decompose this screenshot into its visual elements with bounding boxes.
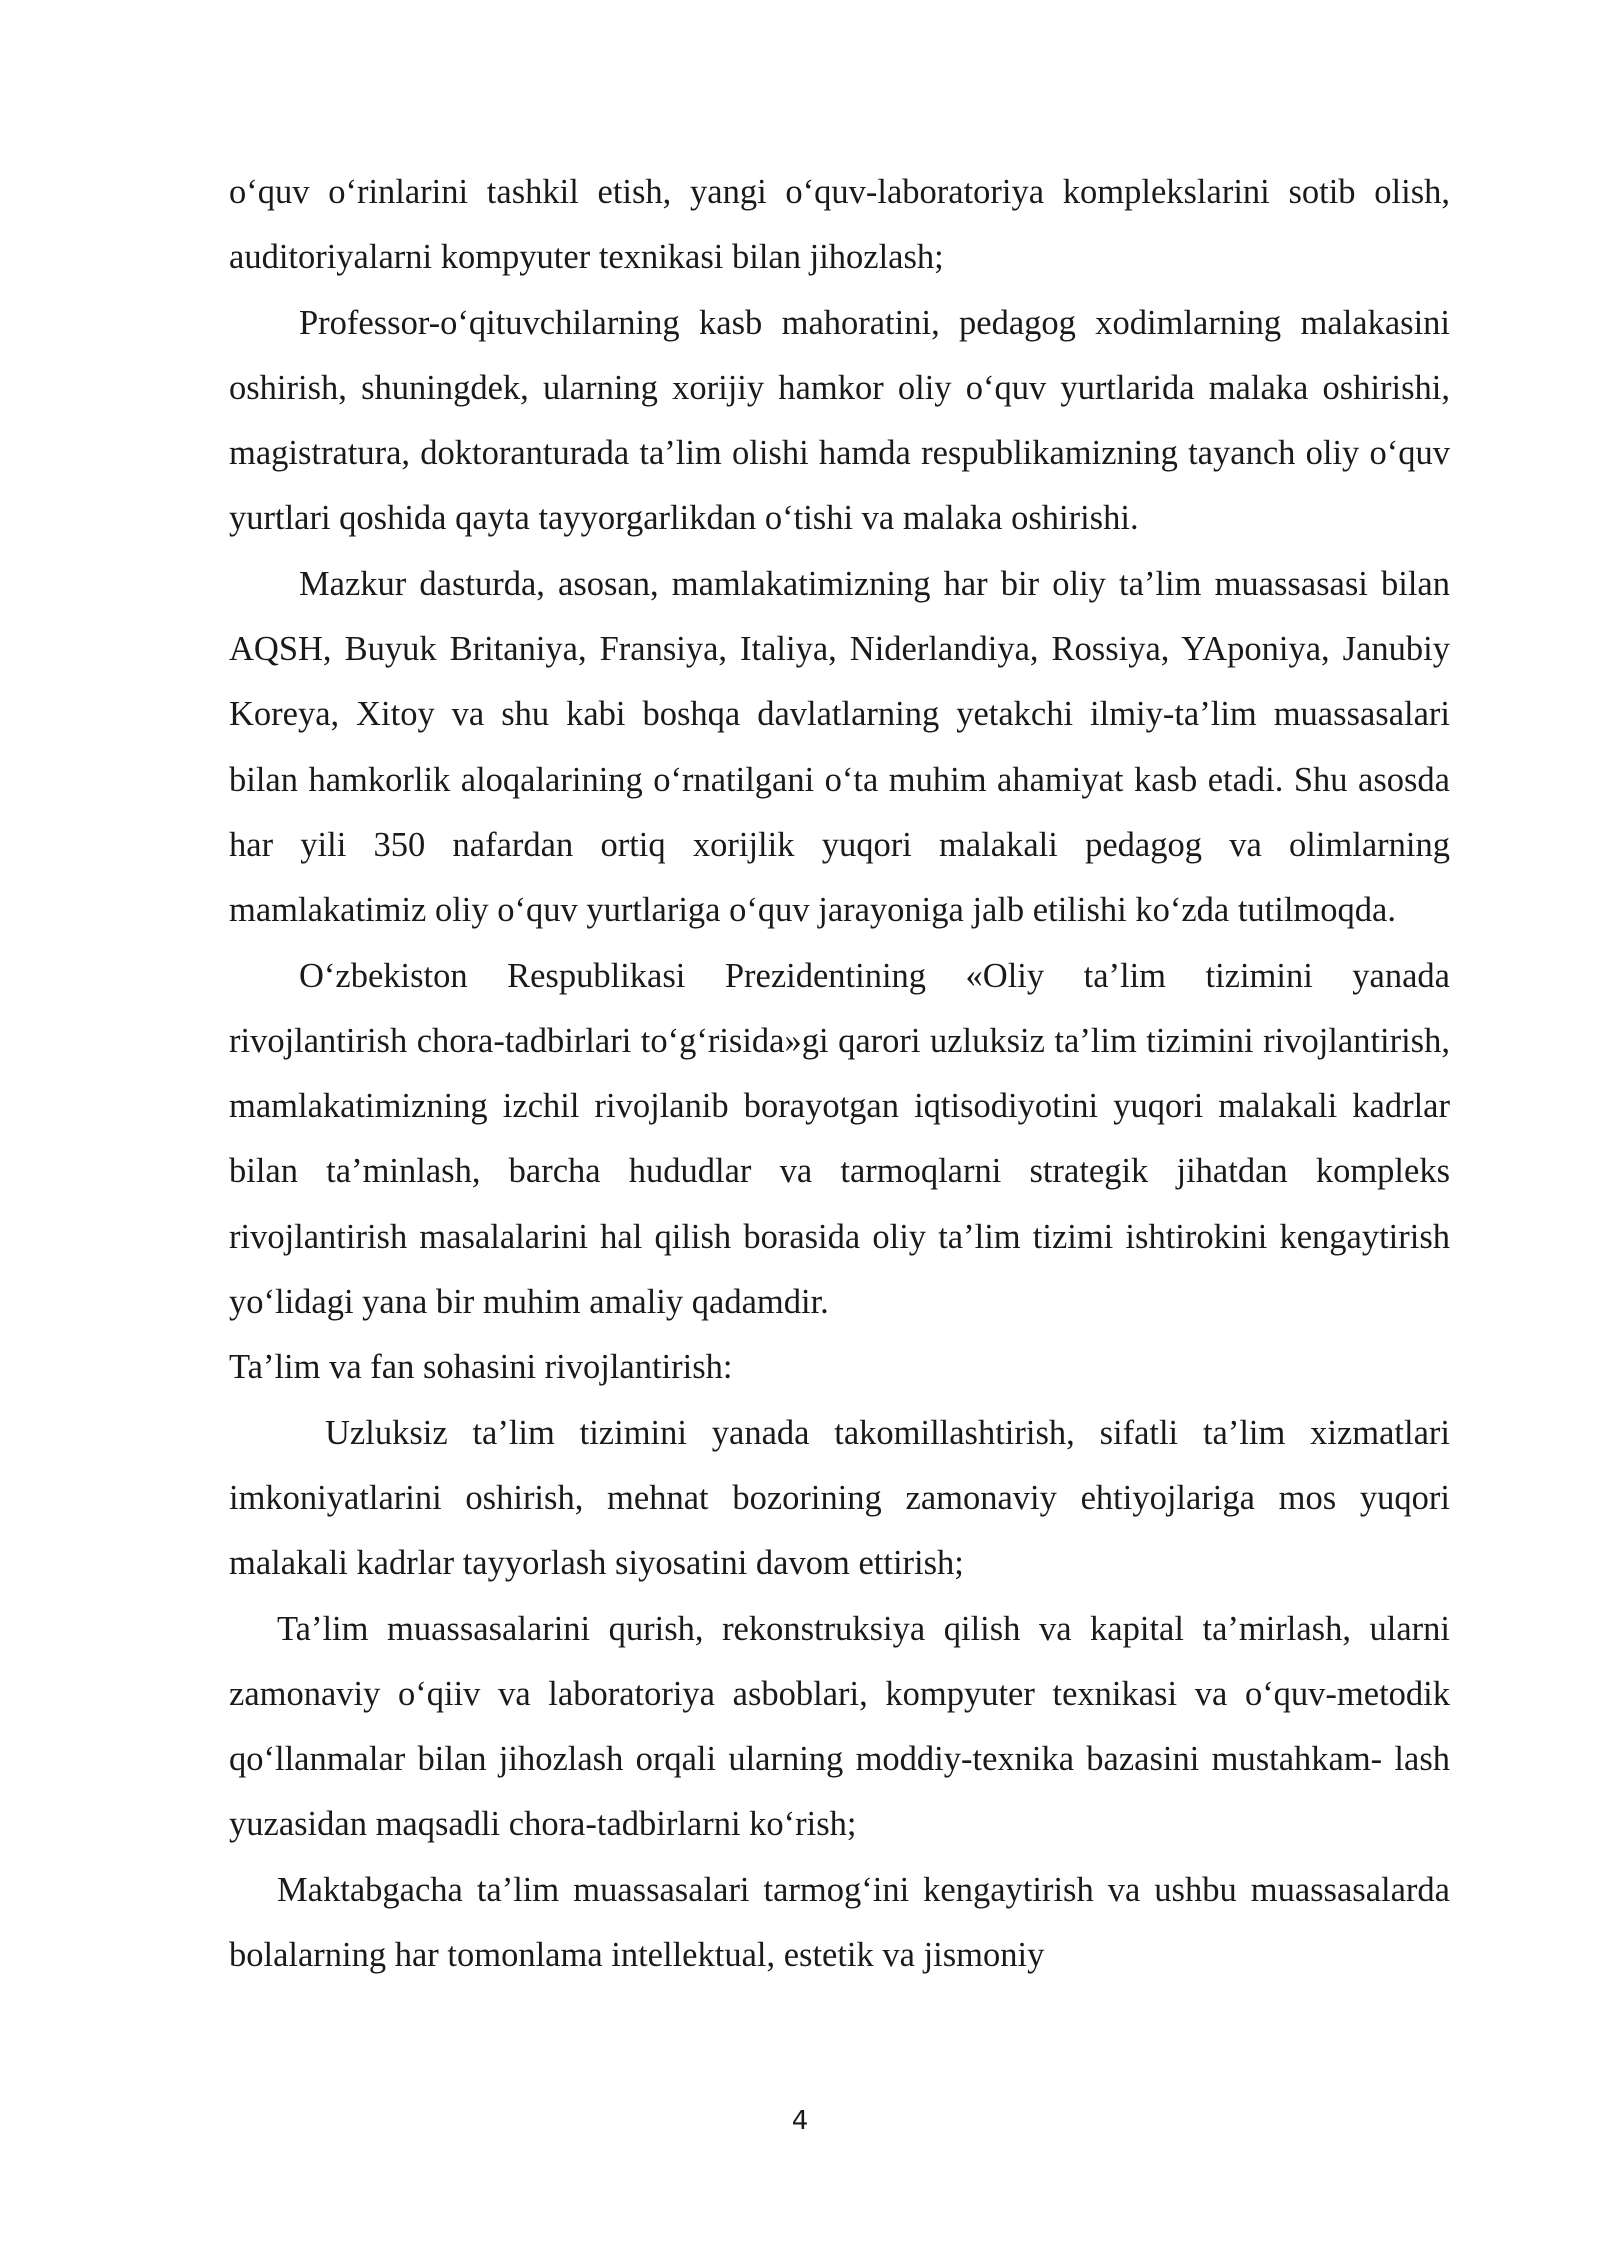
paragraph-6: Uzluksiz ta’lim tizimini yanada takomillashtirish, sifatli ta’lim xizmatlari imkoniyatlarini oshirish, mehnat bozorining zamonaviy ehtiyojlariga mos yuqori malakali kadrlar tayyorlash siyosatini davom ettirish; [229,1413,1450,1583]
section-heading: Ta’lim va fan sohasini rivojlantirish: [229,1348,733,1387]
paragraph-2: Professor-o‘qituvchilarning kasb mahoratini, pedagog xodimlarning malakasini oshirish, shuningdek, ularning xorijiy hamkor oliy o‘quv yurtlarida malaka oshirishi, magistratura, doktoranturada ta’lim olishi hamda respublikamizning tayanch oliy o‘quv yurtlari qoshida qayta tayyorgarlikdan o‘tishi va malaka oshirishi. [229,303,1450,538]
paragraph-4: O‘zbekiston Respublikasi Prezidentining «Oliy ta’lim tizimini yanada rivojlantirish chora-tadbirlari to‘g‘risida»gi qarori uzluksiz ta’lim tizimini rivojlantirish, mamlakatimizning izchil rivojlanib borayotgan iqtisodiyotini yuqori malakali kadrlar bilan ta’minlash, barcha hududlar va tarmoqlarni strategik jihatdan kompleks rivojlantirish masalalarini hal qilish borasida oliy ta’lim tizimi ishtirokini kengaytirish yo‘lidagi yana bir muhim amaliy qadamdir. [229,956,1450,1322]
page-number: 4 [791,2106,809,2136]
paragraph-1: o‘quv o‘rinlarini tashkil etish, yangi o‘quv-laboratoriya komplekslarini sotib olish, auditoriyalarni kompyuter texnikasi bilan jihozlash; [229,173,1450,277]
document-page [229,160,1450,1988]
paragraph-8: Maktabgacha ta’lim muassasalari tarmog‘ini kengaytirish va ushbu muassasalarda bolalarning har tomonlama intellektual, estetik va jismoniy [229,1870,1450,1975]
paragraph-3: Mazkur dasturda, asosan, mamlakatimizning har bir oliy ta’lim muassasasi bilan AQSH, Buyuk Britaniya, Fransiya, Italiya, Niderlandiya, Rossiya, YAponiya, Janubiy Koreya, Xitoy va shu kabi boshqa davlatlarning yetakchi ilmiy-ta’lim muassasalari bilan hamkorlik aloqalarining o‘rnatilgani o‘ta muhim ahamiyat kasb etadi. Shu asosda har yili 350 nafardan ortiq xorijlik yuqori malakali pedagog va olimlarning mamlakatimiz oliy o‘quv yurtlariga o‘quv jarayoniga jalb etilishi ko‘zda tutilmoqda. [229,564,1450,930]
paragraph-7: Ta’lim muassasalarini qurish, rekonstruksiya qilish va kapital ta’mirlash, ularni zamonaviy o‘qiiv va laboratoriya asboblari, kompyuter texnikasi va o‘quv-metodik qo‘llanmalar bilan jihozlash orqali ularning moddiy-texnika bazasini mustahkam- lash yuzasidan maqsadli chora-tadbirlarni ko‘rish; [229,1609,1450,1844]
